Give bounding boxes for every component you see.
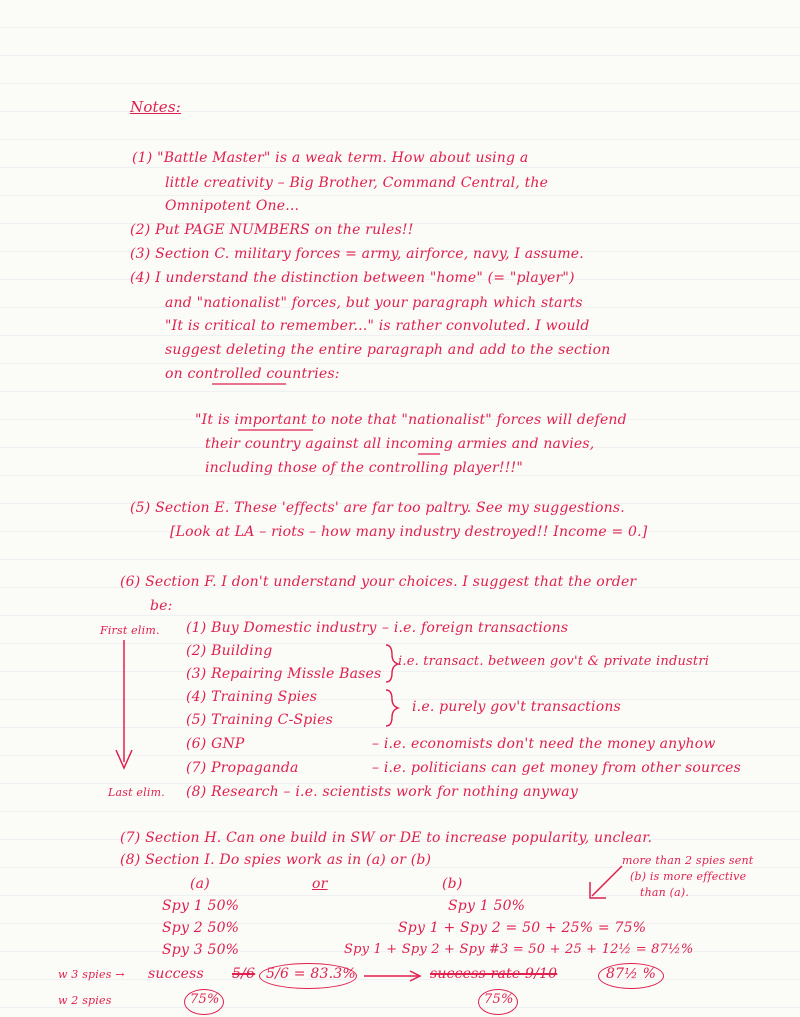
note-7: (7) Section H. Can one build in SW or DE to increase popularity, unclear. xyxy=(120,830,653,846)
order-item-3: (3) Repairing Missle Bases xyxy=(186,666,382,682)
order-item-6: (6) GNP xyxy=(186,736,245,752)
a-result-circle xyxy=(259,963,357,989)
a-row-3: Spy 3 50% xyxy=(162,942,240,958)
note-4-line-4: suggest deleting the entire paragraph and add to the section xyxy=(165,342,611,358)
note-2: (2) Put PAGE NUMBERS on the rules!! xyxy=(130,222,414,238)
w3-spies-label: w 3 spies → xyxy=(58,968,125,981)
elimination-arrow-head xyxy=(116,750,132,768)
note-8: (8) Section I. Do spies work as in (a) or (b) xyxy=(120,852,432,868)
brace-items-2-3 xyxy=(386,645,398,682)
notes-heading: Notes: xyxy=(130,98,182,116)
a-row-2: Spy 2 50% xyxy=(162,920,240,936)
note-1-line-1: (1) "Battle Master" is a weak term. How about using a xyxy=(132,150,529,166)
b-w2-value: 75% xyxy=(484,992,514,1007)
side-note-arrow-line xyxy=(592,866,622,896)
a-crossed-value: 5/6 xyxy=(232,966,256,982)
order-note-economists: – i.e. economists don't need the money anyhow xyxy=(372,736,716,752)
results-arrow-head xyxy=(410,971,420,981)
column-or-label: or xyxy=(312,876,328,892)
side-note-arrow-head xyxy=(590,882,606,898)
note-4-line-1: (4) I understand the distinction between "home" (= "player") xyxy=(130,270,575,286)
order-item-1: (1) Buy Domestic industry xyxy=(186,620,377,636)
w2-spies-label: w 2 spies xyxy=(58,994,112,1007)
side-note-line-2: (b) is more effective xyxy=(630,870,747,883)
side-note-line-3: than (a). xyxy=(640,886,690,899)
note-5-line-1: (5) Section E. These 'effects' are far too paltry. See my suggestions. xyxy=(130,500,625,516)
first-elim-label: First elim. xyxy=(100,624,160,637)
b-crossed-value: success rate 9/10 xyxy=(430,966,558,982)
a-result-value: 5/6 = 83.3% xyxy=(266,966,356,982)
order-note-private: i.e. transact. between gov't & private industri xyxy=(398,654,710,669)
note-4-line-2: and "nationalist" forces, but your paragraph which starts xyxy=(165,295,583,311)
b-row-3: Spy 1 + Spy 2 + Spy #3 = 50 + 25 + 12½ = 87½% xyxy=(344,942,694,957)
side-note-line-1: more than 2 spies sent xyxy=(622,854,754,867)
note-1-line-3: Omnipotent One... xyxy=(165,198,300,214)
note-4-line-5: on controlled countries: xyxy=(165,366,340,382)
a-w2-circle xyxy=(184,989,224,1015)
note-4-line-3: "It is critical to remember..." is rather convoluted. I would xyxy=(165,318,590,334)
order-note-foreign: – i.e. foreign transactions xyxy=(382,620,569,636)
b-result-value: 87½ % xyxy=(606,966,657,982)
last-elim-label: Last elim. xyxy=(108,786,165,799)
note-4-quote-line-2: their country against all incoming armies and navies, xyxy=(205,436,595,452)
b-row-2: Spy 1 + Spy 2 = 50 + 25% = 75% xyxy=(398,920,647,936)
success-label: success xyxy=(148,966,204,982)
note-6-line-2: be: xyxy=(150,598,173,614)
note-4-quote-line-3: including those of the controlling player!!!" xyxy=(205,460,524,476)
b-row-1: Spy 1 50% xyxy=(448,898,526,914)
brace-items-4-5 xyxy=(386,690,398,726)
a-row-1: Spy 1 50% xyxy=(162,898,240,914)
order-item-4: (4) Training Spies xyxy=(186,689,318,705)
column-a-label: (a) xyxy=(190,876,210,892)
order-note-govt: i.e. purely gov't transactions xyxy=(412,699,621,715)
note-4-quote-line-1: "It is important to note that "nationalist" forces will defend xyxy=(195,412,627,428)
note-1-line-2: little creativity – Big Brother, Command Central, the xyxy=(165,175,549,191)
note-6-line-1: (6) Section F. I don't understand your choices. I suggest that the order xyxy=(120,574,637,590)
order-item-8: (8) Research – i.e. scientists work for nothing anyway xyxy=(186,784,578,800)
note-5-line-2: [Look at LA – riots – how many industry destroyed!! Income = 0.] xyxy=(170,524,648,540)
order-note-politicians: – i.e. politicians can get money from other sources xyxy=(372,760,742,776)
column-b-label: (b) xyxy=(442,876,463,892)
order-item-5: (5) Training C-Spies xyxy=(186,712,334,728)
b-w2-circle xyxy=(478,989,518,1015)
note-3: (3) Section C. military forces = army, airforce, navy, I assume. xyxy=(130,246,584,262)
order-item-2: (2) Building xyxy=(186,643,273,659)
a-w2-value: 75% xyxy=(190,992,220,1007)
b-result-circle xyxy=(598,963,664,989)
order-item-7: (7) Propaganda xyxy=(186,760,299,776)
